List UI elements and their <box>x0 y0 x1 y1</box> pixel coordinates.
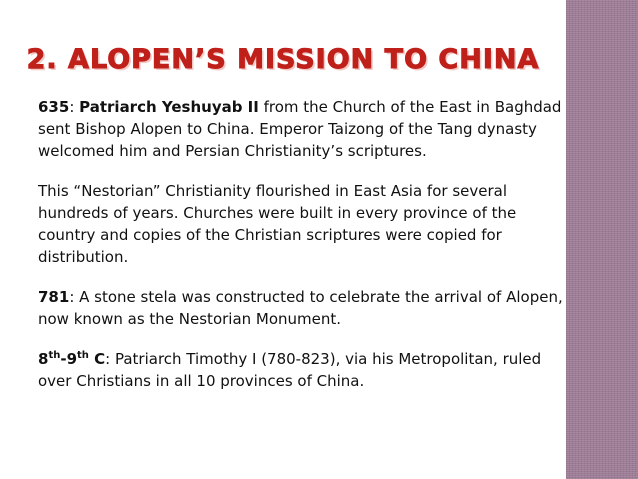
slide-body <box>38 96 563 410</box>
decorative-sidebar <box>566 0 638 479</box>
paragraph-8th-9th-century <box>38 348 563 392</box>
ordinal-suffix: th <box>48 350 61 361</box>
separator: : <box>69 98 80 116</box>
paragraph-text: from the Church of the East in Baghdad sent Bishop Alopen to China. Emperor Taizong of the Tang dynasty welcomed him and Persian Christianity’s scriptures. <box>38 98 562 160</box>
paragraph-text: : A stone stela was constructed to celebrate the arrival of Alopen, now known as the Nestorian Monument. <box>38 288 563 328</box>
ordinal-suffix: th <box>77 350 89 361</box>
patriarch-name: Patriarch Yeshuyab II <box>79 98 259 116</box>
year-label: 635 <box>38 98 70 116</box>
year-label: 781 <box>38 288 70 306</box>
paragraph-781 <box>38 286 563 330</box>
paragraph-text: : Patriarch Timothy I (780-823), via his Metropolitan, ruled over Christians in all 10 provinces of China. <box>38 350 542 390</box>
century-letter: C <box>88 350 106 368</box>
century-label <box>38 350 105 368</box>
paragraph-text: This “Nestorian” Christianity flourished in East Asia for several hundreds of years. Churches were built in every province of the country and copies of the Christian scriptures were copied for distribution. <box>38 182 517 266</box>
paragraph-635 <box>38 96 563 162</box>
range-dash: - <box>60 350 67 368</box>
paragraph-nestorian <box>38 180 563 268</box>
century-start: 8 <box>38 350 49 368</box>
century-end: 9 <box>66 350 78 368</box>
slide-title: 2. ALOPEN’S MISSION TO CHINA <box>26 44 540 75</box>
